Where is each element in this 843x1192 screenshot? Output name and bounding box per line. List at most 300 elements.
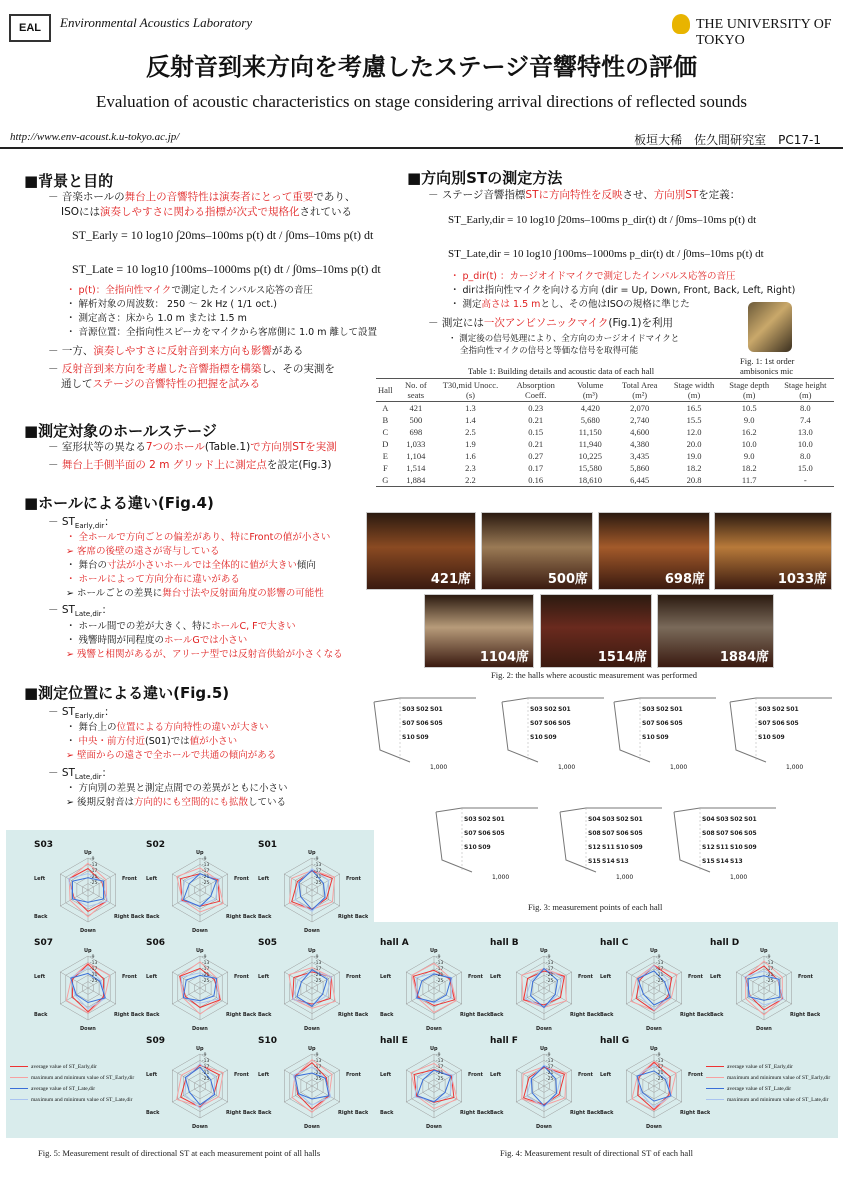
table-cell: 7.4 xyxy=(800,415,811,425)
scale-label: 1,000 xyxy=(558,764,576,771)
radar-axis-label: Down xyxy=(304,1124,320,1130)
radar-axis-label: Front xyxy=(122,974,137,980)
position-b1: ・ 方向別の差異と測定点間での差異がともに小さい xyxy=(66,783,288,794)
legend-swatch xyxy=(706,1088,724,1089)
radar-axis-label: Down xyxy=(192,1124,208,1130)
bullet-height: ・ 測定高さ：床から 1.0 m または 1.5 m xyxy=(66,313,247,324)
method-b2: ・ dirは指向性マイクを向ける方向 (dir = Up, Down, Front, Back, Left, Right) xyxy=(450,285,796,296)
radar-axis-label: Front xyxy=(578,1072,593,1078)
measurement-point-label: S05 xyxy=(492,830,505,837)
table-row xyxy=(376,402,834,415)
table-row xyxy=(376,426,834,438)
fig1-caption-2: ambisonics mic xyxy=(740,366,794,376)
measurement-point-label: S02 xyxy=(772,706,785,713)
radar-svg xyxy=(378,936,490,1036)
radar-axis-label: Down xyxy=(304,928,320,934)
radar-axis-label: Left xyxy=(380,974,392,980)
radar-tick-label: -13 xyxy=(314,863,322,868)
seat-count-label: 421席 xyxy=(430,572,471,587)
table-cell: C xyxy=(382,427,389,437)
header-divider xyxy=(0,147,843,149)
scale-label: 1,000 xyxy=(670,764,688,771)
radar-tick-label: -13 xyxy=(436,961,444,966)
radar-title: hall E xyxy=(380,1036,408,1046)
radar-axis-label: Up xyxy=(196,1046,204,1052)
measurement-point-label: S05 xyxy=(670,720,683,727)
table-cell: 18.2 xyxy=(686,463,702,473)
lab-url[interactable]: http://www.env-acoust.k.u-tokyo.ac.jp/ xyxy=(10,131,180,143)
radar-axis-label: Up xyxy=(308,1046,316,1052)
radar-tick-label: -21 xyxy=(90,875,98,880)
radar-title: hall B xyxy=(490,938,519,948)
radar-axis-label: Up xyxy=(650,1046,658,1052)
position-sub-early: － $ST_{Early,dir}$： xyxy=(48,706,115,721)
table-cell: - xyxy=(777,474,834,487)
radar-axis-label: Back xyxy=(380,1110,394,1116)
measurement-point-label: S02 xyxy=(416,706,429,713)
radar-axis-label: Left xyxy=(258,1072,270,1078)
table-row xyxy=(376,462,834,474)
scale-label: 1,000 xyxy=(492,874,510,881)
legend-swatch xyxy=(10,1099,28,1100)
measurement-point-label: S05 xyxy=(430,720,443,727)
legend-swatch xyxy=(706,1066,724,1067)
seat-count-label: 1033席 xyxy=(777,572,827,587)
section-halls-heading: ■測定対象のホールステージ xyxy=(24,422,217,440)
radar-axis-label: Up xyxy=(196,948,204,954)
radar-tick-label: -17 xyxy=(202,1065,210,1070)
radar-axis-label: Right Back xyxy=(338,914,368,920)
radar-tick-label: -9 xyxy=(314,1053,319,1058)
seat-count-label: 1884席 xyxy=(719,650,769,665)
radar-axis-label: Back xyxy=(34,914,48,920)
table-row xyxy=(376,414,834,426)
legend-item xyxy=(10,1075,134,1081)
measurement-point-label: S09 xyxy=(656,734,669,741)
radar-axis-label: Up xyxy=(308,948,316,954)
radar-title: hall G xyxy=(600,1036,630,1046)
hall-photo xyxy=(598,512,710,590)
measurement-point-label: S01 xyxy=(430,706,443,713)
measurement-point-label: S08 xyxy=(588,830,601,837)
radar-tick-label: -13 xyxy=(656,961,664,966)
radar-chart xyxy=(144,936,256,1036)
radar-tick-label: -9 xyxy=(314,857,319,862)
hall-diff-b2: ・ 残響時間が同程度のホールGでは小さい xyxy=(66,635,248,646)
radar-axis-label: Up xyxy=(430,1046,438,1052)
radar-tick-label: -13 xyxy=(546,961,554,966)
measurement-point-label: S09 xyxy=(630,844,643,851)
radar-axis-label: Right Back xyxy=(226,1012,256,1018)
seat-count-label: 500席 xyxy=(547,572,588,587)
radar-tick-label: -25 xyxy=(656,1077,664,1082)
radar-title: S03 xyxy=(34,840,54,850)
table-cell: 2.5 xyxy=(465,427,476,437)
legend-label: maximum and minimum value of ST_Early,dir xyxy=(31,1075,135,1081)
ambisonics-mic-photo xyxy=(748,302,792,352)
table-cell: 2.2 xyxy=(437,474,504,487)
stage-plan xyxy=(610,690,720,780)
radar-axis-label: Front xyxy=(578,974,593,980)
scale-label: 1,000 xyxy=(616,874,634,881)
seat-count-label: 1104席 xyxy=(479,650,529,665)
radar-axis-label: Up xyxy=(196,850,204,856)
table-cell: 0.17 xyxy=(528,463,544,473)
radar-axis-label: Down xyxy=(646,1026,662,1032)
radar-axis-label: Back xyxy=(258,1110,272,1116)
measurement-point-label: S06 xyxy=(416,720,429,727)
bullet-frequency: ・ 解析対象の周波数： 250 〜 2k Hz ( 1/1 oct.) xyxy=(66,299,277,310)
legend-item xyxy=(706,1075,830,1081)
radar-axis-label: Left xyxy=(490,1072,502,1078)
radar-chart xyxy=(256,838,368,938)
radar-svg xyxy=(144,1034,256,1134)
radar-tick-label: -17 xyxy=(766,967,774,972)
table-cell: 1.3 xyxy=(465,403,476,413)
title-english: Evaluation of acoustic characteristics on stage considering arrival directions of reflected sounds xyxy=(96,92,747,111)
position-a1: ・ 舞台上の位置による方向特性の違いが大きい xyxy=(66,722,269,733)
measurement-point-label: S07 xyxy=(602,830,615,837)
radar-axis-label: Right Back xyxy=(570,1110,600,1116)
radar-tick-label: -21 xyxy=(656,973,664,978)
radar-axis-label: Front xyxy=(122,876,137,882)
radar-tick-label: -13 xyxy=(436,1059,444,1064)
radar-tick-label: -25 xyxy=(202,881,210,886)
radar-axis-label: Front xyxy=(468,974,483,980)
lab-logo: EAL xyxy=(9,14,51,42)
equation-st-late: ST_Late = 10 log10 ∫100ms–1000ms p(t) dt / ∫0ms–10ms p(t) dt xyxy=(72,262,381,276)
table-cell: 1,514 xyxy=(406,463,426,473)
radar-axis-label: Right Back xyxy=(570,1012,600,1018)
radar-title: S07 xyxy=(34,938,54,948)
radar-svg xyxy=(598,1034,710,1134)
radar-axis-label: Right Back xyxy=(226,914,256,920)
fig4-caption: Fig. 4: Measurement result of directional ST of each hall xyxy=(500,1148,693,1158)
radar-tick-label: -9 xyxy=(90,857,95,862)
radar-tick-label: -17 xyxy=(314,1065,322,1070)
table-cell: 5,680 xyxy=(580,415,600,425)
radar-chart xyxy=(32,936,144,1036)
radar-tick-label: -21 xyxy=(202,1071,210,1076)
table-cell: 20.0 xyxy=(686,439,702,449)
measurement-point-label: S01 xyxy=(786,706,799,713)
measurement-point-label: S04 xyxy=(702,816,715,823)
radar-axis-label: Up xyxy=(650,948,658,954)
background-line-2: ISOには演奏しやすさに関わる指標が次式で規格化されている xyxy=(61,206,353,218)
radar-axis-label: Up xyxy=(760,948,768,954)
university-name: THE UNIVERSITY OF TOKYO xyxy=(696,17,832,48)
measurement-point-label: S07 xyxy=(530,720,543,727)
table-cell: 0.27 xyxy=(528,451,544,461)
equation-st-early-dir: ST_Early,dir = 10 log10 ∫20ms–100ms p_dir(t) dt / ∫0ms–10ms p(t) dt xyxy=(448,214,757,226)
radar-axis-label: Right Back xyxy=(460,1012,490,1018)
radar-axis-label: Front xyxy=(688,1072,703,1078)
radar-axis-label: Front xyxy=(234,876,249,882)
measurement-point-label: S09 xyxy=(772,734,785,741)
radar-axis-label: Left xyxy=(146,876,158,882)
legend-item xyxy=(706,1086,791,1092)
radar-tick-label: -9 xyxy=(656,955,661,960)
equation-st-early: ST_Early = 10 log10 ∫20ms–100ms p(t) dt / ∫0ms–10ms p(t) dt xyxy=(72,228,374,242)
measurement-point-label: S07 xyxy=(402,720,415,727)
measurement-point-label: S06 xyxy=(616,830,629,837)
table-header-cell: Stage height (m) xyxy=(777,379,834,402)
measurement-point-label: S03 xyxy=(530,706,543,713)
radar-axis-label: Right Back xyxy=(790,1012,820,1018)
measurement-point-label: S02 xyxy=(656,706,669,713)
radar-axis-label: Front xyxy=(234,974,249,980)
radar-tick-label: -21 xyxy=(546,973,554,978)
radar-axis-label: Left xyxy=(490,974,502,980)
radar-tick-label: -25 xyxy=(314,979,322,984)
measurement-point-label: S10 xyxy=(616,844,629,851)
fig5-caption: Fig. 5: Measurement result of directional ST at each measurement point of all halls xyxy=(38,1148,321,1158)
radar-tick-label: -9 xyxy=(766,955,771,960)
radar-axis-label: Back xyxy=(258,1012,272,1018)
table-caption: Table 1: Building details and acoustic data of each hall xyxy=(468,366,655,376)
radar-tick-label: -13 xyxy=(766,961,774,966)
background-line-3: － 一方、演奏しやすさに反射音到来方向も影響がある xyxy=(48,345,304,357)
radar-chart xyxy=(488,1034,600,1134)
table-cell: 11,150 xyxy=(578,427,602,437)
radar-tick-label: -17 xyxy=(436,967,444,972)
radar-axis-label: Back xyxy=(710,1012,724,1018)
measurement-point-label: S14 xyxy=(716,858,729,865)
hall-diff-b3: ➢ 残響と相関があるが、アリーナ型では反射音供給が小さくなる xyxy=(66,649,343,660)
radar-axis-label: Front xyxy=(346,1072,361,1078)
hall-data-table xyxy=(376,378,834,487)
measurement-point-label: S10 xyxy=(530,734,543,741)
radar-axis-label: Right Back xyxy=(114,1012,144,1018)
radar-tick-label: -17 xyxy=(436,1065,444,1070)
measurement-point-label: S03 xyxy=(602,816,615,823)
hall-photo xyxy=(481,512,593,590)
radar-axis-label: Left xyxy=(600,974,612,980)
radar-axis-label: Left xyxy=(380,1072,392,1078)
radar-axis-label: Right Back xyxy=(114,914,144,920)
radar-chart xyxy=(488,936,600,1036)
method-b1: ・ p_dir(t) ：カージオイドマイクで測定したインパルス応答の音圧 xyxy=(450,271,736,282)
radar-tick-label: -13 xyxy=(90,863,98,868)
table-cell: 1,104 xyxy=(406,451,426,461)
radar-tick-label: -25 xyxy=(202,1077,210,1082)
legend-label: average value of ST_Late,dir xyxy=(727,1086,792,1092)
hall-photo xyxy=(366,512,476,590)
radar-axis-label: Left xyxy=(34,974,46,980)
legend-item xyxy=(10,1086,95,1092)
measurement-point-label: S06 xyxy=(544,720,557,727)
measurement-point-label: S06 xyxy=(656,720,669,727)
radar-axis-label: Up xyxy=(430,948,438,954)
radar-tick-label: -17 xyxy=(202,967,210,972)
table-cell: 19.0 xyxy=(686,451,702,461)
radar-axis-label: Up xyxy=(84,850,92,856)
radar-tick-label: -25 xyxy=(546,979,554,984)
bullet-source: ・ 音源位置：全指向性スピーカをマイクから客席側に 1.0 m 離して設置 xyxy=(66,327,377,338)
table-cell: 1.6 xyxy=(465,451,476,461)
radar-axis-label: Left xyxy=(258,974,270,980)
table-cell: 11,940 xyxy=(578,439,602,449)
radar-tick-label: -21 xyxy=(314,973,322,978)
measurement-point-label: S09 xyxy=(416,734,429,741)
legend-swatch xyxy=(10,1088,28,1089)
radar-chart xyxy=(598,1034,710,1134)
radar-tick-label: -9 xyxy=(546,955,551,960)
section-position-heading: ■測定位置による違い(Fig.5) xyxy=(24,684,230,702)
hall-diff-a1: ・ 全ホールで方向ごとの偏差があり、特にFrontの値が小さい xyxy=(66,532,331,543)
table-cell: 9.0 xyxy=(743,415,755,425)
table-cell: 3,435 xyxy=(630,451,650,461)
background-line-5: 通してステージの音響特性の把握を試みる xyxy=(61,378,261,390)
radar-axis-label: Down xyxy=(80,1026,96,1032)
stage-plan xyxy=(432,800,542,890)
measurement-point-label: S10 xyxy=(730,844,743,851)
table-cell: 1.4 xyxy=(465,415,476,425)
measurement-point-label: S02 xyxy=(730,816,743,823)
stage-plan xyxy=(498,690,608,780)
radar-tick-label: -9 xyxy=(656,1053,661,1058)
measurement-point-label: S04 xyxy=(588,816,601,823)
table-cell: 1,033 xyxy=(406,439,426,449)
table-cell: 16.5 xyxy=(686,403,702,413)
radar-chart xyxy=(256,1034,368,1134)
measurement-point-label: S02 xyxy=(478,816,491,823)
radar-axis-label: Back xyxy=(146,1110,160,1116)
measurement-point-label: S05 xyxy=(630,830,643,837)
hall-diff-sub-early: － $ST_{Early,dir}$： xyxy=(48,516,115,531)
radar-tick-label: -9 xyxy=(202,857,207,862)
radar-axis-line xyxy=(544,988,572,1004)
measurement-point-label: S03 xyxy=(642,706,655,713)
measurement-point-label: S05 xyxy=(786,720,799,727)
table-cell: 0.15 xyxy=(528,427,544,437)
radar-title: S09 xyxy=(146,1036,166,1046)
table-header-cell: Absorption Coeff. xyxy=(504,379,567,402)
table-header-cell: T30,mid Unocc. (s) xyxy=(437,379,504,402)
radar-tick-label: -17 xyxy=(656,967,664,972)
table-cell: 6,445 xyxy=(613,474,666,487)
table-cell: 1,884 xyxy=(395,474,437,487)
measurement-point-label: S03 xyxy=(402,706,415,713)
table-cell: 698 xyxy=(409,427,423,437)
table-cell: 8.0 xyxy=(800,403,811,413)
radar-axis-label: Left xyxy=(34,876,46,882)
seat-count-label: 698席 xyxy=(664,572,705,587)
table-header-cell: Total Area (m²) xyxy=(613,379,666,402)
radar-tick-label: -13 xyxy=(202,863,210,868)
hall-photo xyxy=(657,594,774,668)
radar-axis-label: Up xyxy=(84,948,92,954)
method-line-1: － ステージ音響指標STに方向特性を反映させ、方向別STを定義： xyxy=(428,189,741,201)
hall-diff-a3: ・ 舞台の寸法が小さいホールでは全体的に値が大きい傾向 xyxy=(66,560,316,571)
table-cell: D xyxy=(382,439,389,449)
stage-plan xyxy=(370,690,480,780)
measurement-point-label: S11 xyxy=(716,844,729,851)
legend-label: average value of ST_Late,dir xyxy=(31,1086,96,1092)
table-row xyxy=(376,474,834,487)
table-cell: 15,580 xyxy=(578,463,602,473)
measurement-point-label: S09 xyxy=(478,844,491,851)
table-cell: 2,740 xyxy=(630,415,650,425)
radar-axis-line xyxy=(516,972,544,988)
radar-axis-label: Left xyxy=(146,1072,158,1078)
stage-plan xyxy=(726,690,836,780)
hall-diff-sub-late: － $ST_{Late,dir}$： xyxy=(48,604,113,619)
measurement-point-label: S02 xyxy=(544,706,557,713)
legend-item xyxy=(706,1097,828,1103)
radar-chart xyxy=(378,1034,490,1134)
table-cell: 4,380 xyxy=(630,439,650,449)
radar-title: hall C xyxy=(600,938,629,948)
measurement-point-label: S01 xyxy=(670,706,683,713)
measurement-point-label: S03 xyxy=(758,706,771,713)
table-cell: 15.0 xyxy=(797,463,813,473)
section-method-heading: ■方向別STの測定方法 xyxy=(407,169,563,187)
radar-title: hall F xyxy=(490,1036,518,1046)
radar-svg xyxy=(256,1034,368,1134)
method-c2: 全指向性マイクの信号と等価な信号を取得可能 xyxy=(460,346,639,356)
stage-plan xyxy=(670,800,780,890)
position-a3: ➢ 壁面からの遠さで全ホールで共通の傾向がある xyxy=(66,750,277,761)
table-cell: 5,860 xyxy=(630,463,650,473)
section-hall-diff-heading: ■ホールによる違い(Fig.4) xyxy=(24,494,214,512)
table-cell: 0.16 xyxy=(504,474,567,487)
measurement-point-label: S11 xyxy=(602,844,615,851)
table-cell: F xyxy=(382,463,388,473)
radar-tick-label: -25 xyxy=(314,881,322,886)
measurement-point-label: S01 xyxy=(630,816,643,823)
table-cell: 11.7 xyxy=(722,474,777,487)
legend-swatch xyxy=(10,1066,28,1067)
table-cell: 20.8 xyxy=(666,474,721,487)
radar-axis-label: Back xyxy=(34,1012,48,1018)
measurement-point-label: S07 xyxy=(464,830,477,837)
measurement-point-label: S07 xyxy=(642,720,655,727)
measurement-point-label: S07 xyxy=(716,830,729,837)
table-cell: 10.0 xyxy=(797,439,813,449)
fig3-caption: Fig. 3: measurement points of each hall xyxy=(528,902,663,912)
radar-tick-label: -17 xyxy=(314,967,322,972)
measurement-point-label: S13 xyxy=(730,858,743,865)
hall-photo xyxy=(714,512,832,590)
radar-tick-label: -25 xyxy=(202,979,210,984)
scale-label: 1,000 xyxy=(430,764,448,771)
radar-axis-label: Right Back xyxy=(680,1110,710,1116)
radar-svg xyxy=(144,936,256,1036)
radar-tick-label: -25 xyxy=(436,1077,444,1082)
radar-svg xyxy=(32,838,144,938)
radar-tick-label: -17 xyxy=(90,967,98,972)
radar-chart xyxy=(708,936,820,1036)
radar-tick-label: -21 xyxy=(314,1071,322,1076)
radar-tick-label: -17 xyxy=(314,869,322,874)
legend-swatch xyxy=(10,1077,28,1078)
radar-tick-label: -9 xyxy=(546,1053,551,1058)
fig1-caption-1: Fig. 1: 1st order xyxy=(740,356,795,366)
table-row xyxy=(376,438,834,450)
radar-tick-label: -25 xyxy=(436,979,444,984)
measurement-point-label: S05 xyxy=(744,830,757,837)
legend-label: average value of ST_Early,dir xyxy=(31,1064,97,1070)
radar-axis-label: Front xyxy=(798,974,813,980)
radar-tick-label: -21 xyxy=(90,973,98,978)
table-cell: E xyxy=(382,451,388,461)
radar-title: hall A xyxy=(380,938,409,948)
radar-tick-label: -17 xyxy=(656,1065,664,1070)
stage-plan xyxy=(556,800,666,890)
radar-tick-label: -9 xyxy=(436,955,441,960)
lab-name: Environmental Acoustics Laboratory xyxy=(60,15,253,30)
